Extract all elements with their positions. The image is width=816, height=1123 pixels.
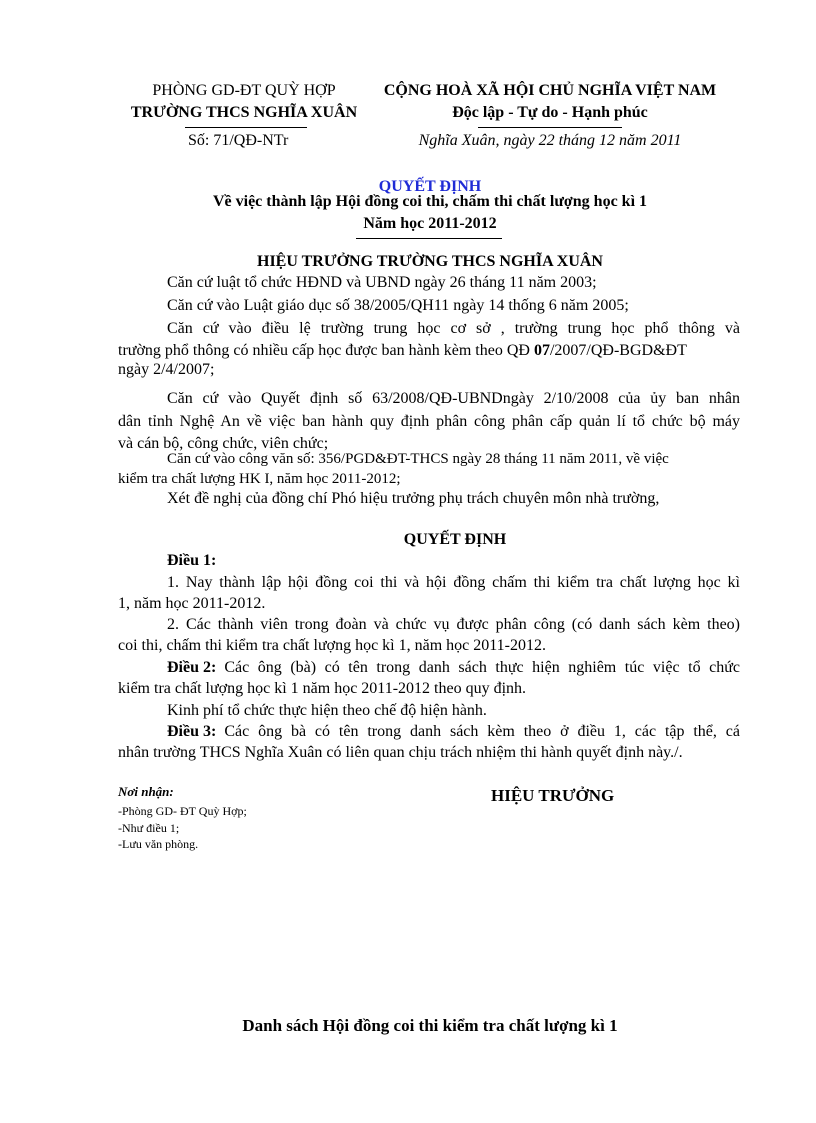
article-2-line-1: Điều 2: Các ông (bà) có tên trong danh sách thực hiện nghiêm túc việc tổ chức [167, 659, 740, 676]
basis-5-line-2: kiểm tra chất lượng HK I, năm học 2011-2012; [118, 471, 401, 487]
school-name: TRƯỜNG THCS NGHĨA XUÂN [130, 104, 358, 121]
article-1-item-1-line-2: 1, năm học 2011-2012. [118, 595, 266, 612]
article-3-label: Điều 3: [167, 723, 217, 740]
article-3-line-2: nhân trường THCS Nghĩa Xuân có liên quan chịu trách nhiệm thi hành quyết định này./. [118, 744, 683, 761]
attached-list-title: Danh sách Hội đồng coi thi kiểm tra chất lượng kì 1 [242, 1016, 618, 1035]
recipient-item: -Phòng GD- ĐT Quỳ Hợp; [118, 804, 247, 818]
basis-5-line-1: Căn cứ vào công văn số: 356/PGD&ĐT-THCS ngày 28 tháng 11 năm 2011, về việc [167, 451, 669, 467]
title-underline [356, 238, 502, 239]
school-year: Năm học 2011-2012 [363, 215, 497, 232]
article-2-label: Điều 2: [167, 659, 217, 676]
article-1-item-2-line-1: 2. Các thành viên trong đoàn và chức vụ được phân công (có danh sách kèm theo) [167, 616, 740, 633]
national-motto: Độc lập - Tự do - Hạnh phúc [452, 104, 648, 121]
basis-1: Căn cứ luật tổ chức HĐND và UBND ngày 26 tháng 11 năm 2003; [167, 274, 597, 291]
article-2-line-2: kiểm tra chất lượng học kì 1 năm học 2011-2012 theo quy định. [118, 680, 527, 697]
article-1-item-2-line-2: coi thi, chấm thi kiểm tra chất lượng học kì 1, năm học 2011-2012. [118, 637, 546, 654]
basis-3-line-1: Căn cứ vào điều lệ trường trung học cơ sở , trường trung học phổ thông và [167, 320, 740, 337]
article-1-item-1-line-1: 1. Nay thành lập hội đồng coi thi và hội đồng chấm thi kiểm tra chất lượng học kì [167, 574, 740, 591]
basis-3-line-3: ngày 2/4/2007; [118, 361, 215, 378]
place-date: Nghĩa Xuân, ngày 22 tháng 12 năm 2011 [418, 132, 682, 149]
document-number: Số: 71/QĐ-NTr [188, 132, 289, 149]
article-1-label: Điều 1: [167, 552, 217, 569]
decision-heading: QUYẾT ĐỊNH [403, 531, 507, 548]
issuing-authority: HIỆU TRƯỞNG TRƯỜNG THCS NGHĨA XUÂN [257, 253, 603, 270]
basis-4-line-1: Căn cứ vào Quyết định số 63/2008/QĐ-UBNDngày 2/10/2008 của ủy ban nhân [167, 390, 740, 407]
signature-title: HIỆU TRƯỞNG [491, 786, 615, 805]
basis-3-line-2: trường phổ thông có nhiều cấp học được ban hành kèm theo QĐ 07/2007/QĐ-BGD&ĐT [118, 342, 687, 359]
recipients-label: Nơi nhận: [118, 784, 174, 799]
basis-6: Xét đề nghị của đồng chí Phó hiệu trưởng phụ trách chuyên môn nhà trường, [167, 490, 660, 507]
basis-4-line-2: dân tỉnh Nghệ An về việc ban hành quy định phân công phân cấp quản lí tổ chức bộ máy [118, 413, 740, 430]
basis-2: Căn cứ vào Luật giáo dục số 38/2005/QH11 ngày 14 thống 6 năm 2005; [167, 297, 629, 314]
basis-4-line-3: và cán bộ, công chức, viên chức; [118, 435, 329, 452]
department-name: PHÒNG GD-ĐT QUỲ HỢP [152, 82, 336, 99]
recipient-item: -Lưu văn phòng. [118, 837, 199, 851]
decision-title: QUYẾT ĐỊNH [378, 178, 482, 195]
country-name: CỘNG HOÀ XÃ HỘI CHỦ NGHĨA VIỆT NAM [383, 82, 717, 99]
article-3-line-1: Điều 3: Các ông bà có tên trong danh sách kèm theo ở điều 1, các tập thể, cá [167, 723, 740, 740]
funding-note: Kinh phí tổ chức thực hiện theo chế độ hiện hành. [167, 702, 487, 719]
header-left-underline [185, 127, 307, 128]
motto-underline [478, 127, 622, 128]
decision-subject: Về việc thành lập Hội đồng coi thi, chấm thi chất lượng học kì 1 [212, 193, 648, 210]
recipient-item: -Như điều 1; [118, 821, 180, 835]
